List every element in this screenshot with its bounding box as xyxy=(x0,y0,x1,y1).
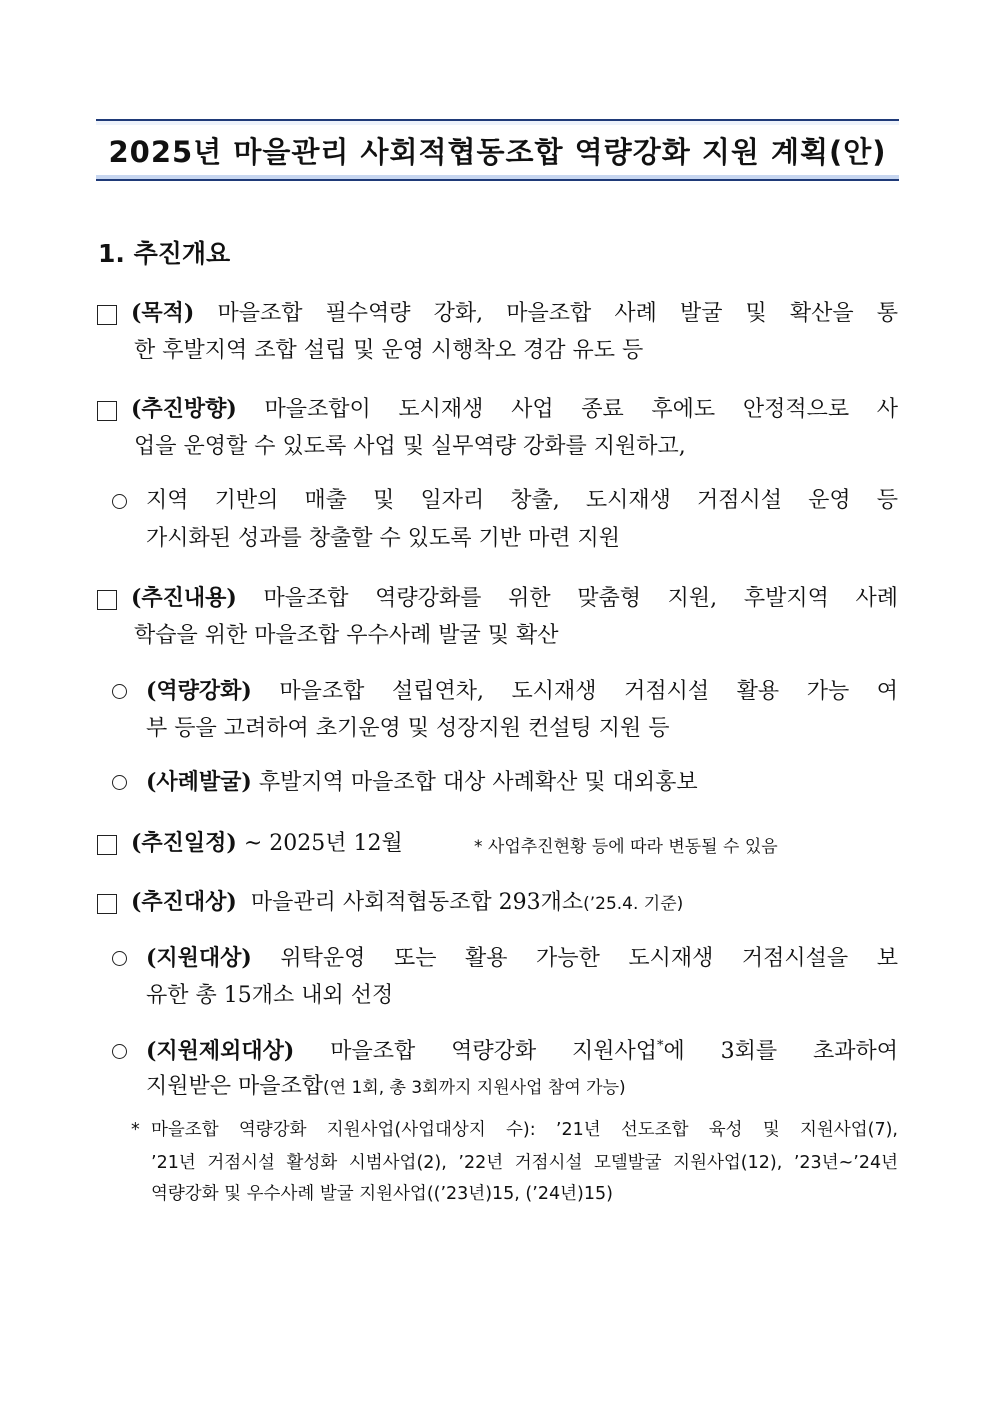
target-sub2-line2-note: (연 1회, 총 3회까지 지원사업 참여 가능) xyxy=(323,1078,626,1098)
footnote-line3: 역량강화 및 우수사례 발굴 지원사업((’23년)15, (’24년)15) xyxy=(151,1184,613,1204)
direction-label: (추진방향) xyxy=(131,396,237,422)
target-sub2-line2: 지원받은 마을조합 xyxy=(146,1074,324,1099)
content-line1: 마을조합 역량강화를 위한 맞춤형 지원, 후발지역 사례 xyxy=(263,586,899,611)
circle-bullet-icon xyxy=(112,951,127,966)
footnote-line1: 마을조합 역량강화 지원사업(사업대상지 수): ’21년 선도조합 육성 및 지원사업(7), xyxy=(151,1120,898,1140)
target-sub1-line2: 유한 총 15개소 내외 선정 xyxy=(146,983,394,1008)
direction-sub-line1: 지역 기반의 매출 및 일자리 창출, 도시재생 거점시설 운영 등 xyxy=(146,488,898,513)
target-value: 마을관리 사회적협동조합 293개소 xyxy=(250,890,584,915)
direction-line1: 마을조합이 도시재생 사업 종료 후에도 안정적으로 사 xyxy=(264,397,898,422)
target-sub1-line1: 위탁운영 또는 활용 가능한 도시재생 거점시설을 보 xyxy=(280,946,898,971)
target-sub2-label: (지원제외대상) xyxy=(146,1038,295,1064)
content-sub2-label: (사례발굴) xyxy=(146,769,252,795)
circle-bullet-icon xyxy=(112,1044,127,1059)
purpose-line1: 마을조합 필수역량 강화, 마을조합 사례 발굴 및 확산을 통 xyxy=(217,301,898,326)
direction-line2: 업을 운영할 수 있도록 사업 및 실무역량 강화를 지원하고, xyxy=(134,434,686,459)
schedule-label: (추진일정) xyxy=(131,830,237,856)
purpose-line2: 한 후발지역 조합 설립 및 운영 시행착오 경감 유도 등 xyxy=(134,338,644,363)
footnote-mark: * xyxy=(131,1120,140,1140)
circle-bullet-icon xyxy=(112,775,127,790)
target-sub2-line1a: 마을조합 역량강화 지원사업 xyxy=(330,1039,657,1064)
checkbox-square-icon xyxy=(97,401,117,421)
content-line2: 학습을 위한 마을조합 우수사례 발굴 및 확산 xyxy=(134,623,559,648)
content-sub1-line1: 마을조합 설립연차, 도시재생 거점시설 활용 가능 여 xyxy=(279,679,898,704)
footnote-line2: ’21년 거점시설 활성화 시범사업(2), ’22년 거점시설 모델발굴 지원사업(12), ’23년~’24년 xyxy=(151,1153,898,1173)
content-sub1-line2: 부 등을 고려하여 초기운영 및 성장지원 컨설팅 지원 등 xyxy=(146,716,670,741)
circle-bullet-icon xyxy=(112,494,127,509)
circle-bullet-icon xyxy=(112,684,127,699)
footnote-marker: * xyxy=(657,1038,664,1054)
purpose-label: (목적) xyxy=(131,300,195,326)
checkbox-square-icon xyxy=(97,590,117,610)
title-box xyxy=(96,119,899,181)
checkbox-square-icon xyxy=(97,835,117,855)
checkbox-square-icon xyxy=(97,305,117,325)
content-sub1-label: (역량강화) xyxy=(146,678,252,704)
document-title: 2025년 마을관리 사회적협동조합 역량강화 지원 계획(안) xyxy=(108,134,887,169)
schedule-note: * 사업추진현황 등에 따라 변동될 수 있음 xyxy=(474,837,778,857)
content-sub2-line1: 후발지역 마을조합 대상 사례확산 및 대외홍보 xyxy=(258,770,698,795)
checkbox-square-icon xyxy=(97,894,117,914)
direction-sub-line2: 가시화된 성과를 창출할 수 있도록 기반 마련 지원 xyxy=(146,526,620,551)
target-label: (추진대상) xyxy=(131,889,237,915)
schedule-value: ~ 2025년 12월 xyxy=(243,831,403,856)
section-heading: 1. 추진개요 xyxy=(98,239,231,268)
content-label: (추진내용) xyxy=(131,585,237,611)
target-sub1-label: (지원대상) xyxy=(146,945,252,971)
target-basis: (’25.4. 기준) xyxy=(583,894,684,914)
target-sub2-line1b: 에 3회를 초과하여 xyxy=(663,1039,899,1064)
